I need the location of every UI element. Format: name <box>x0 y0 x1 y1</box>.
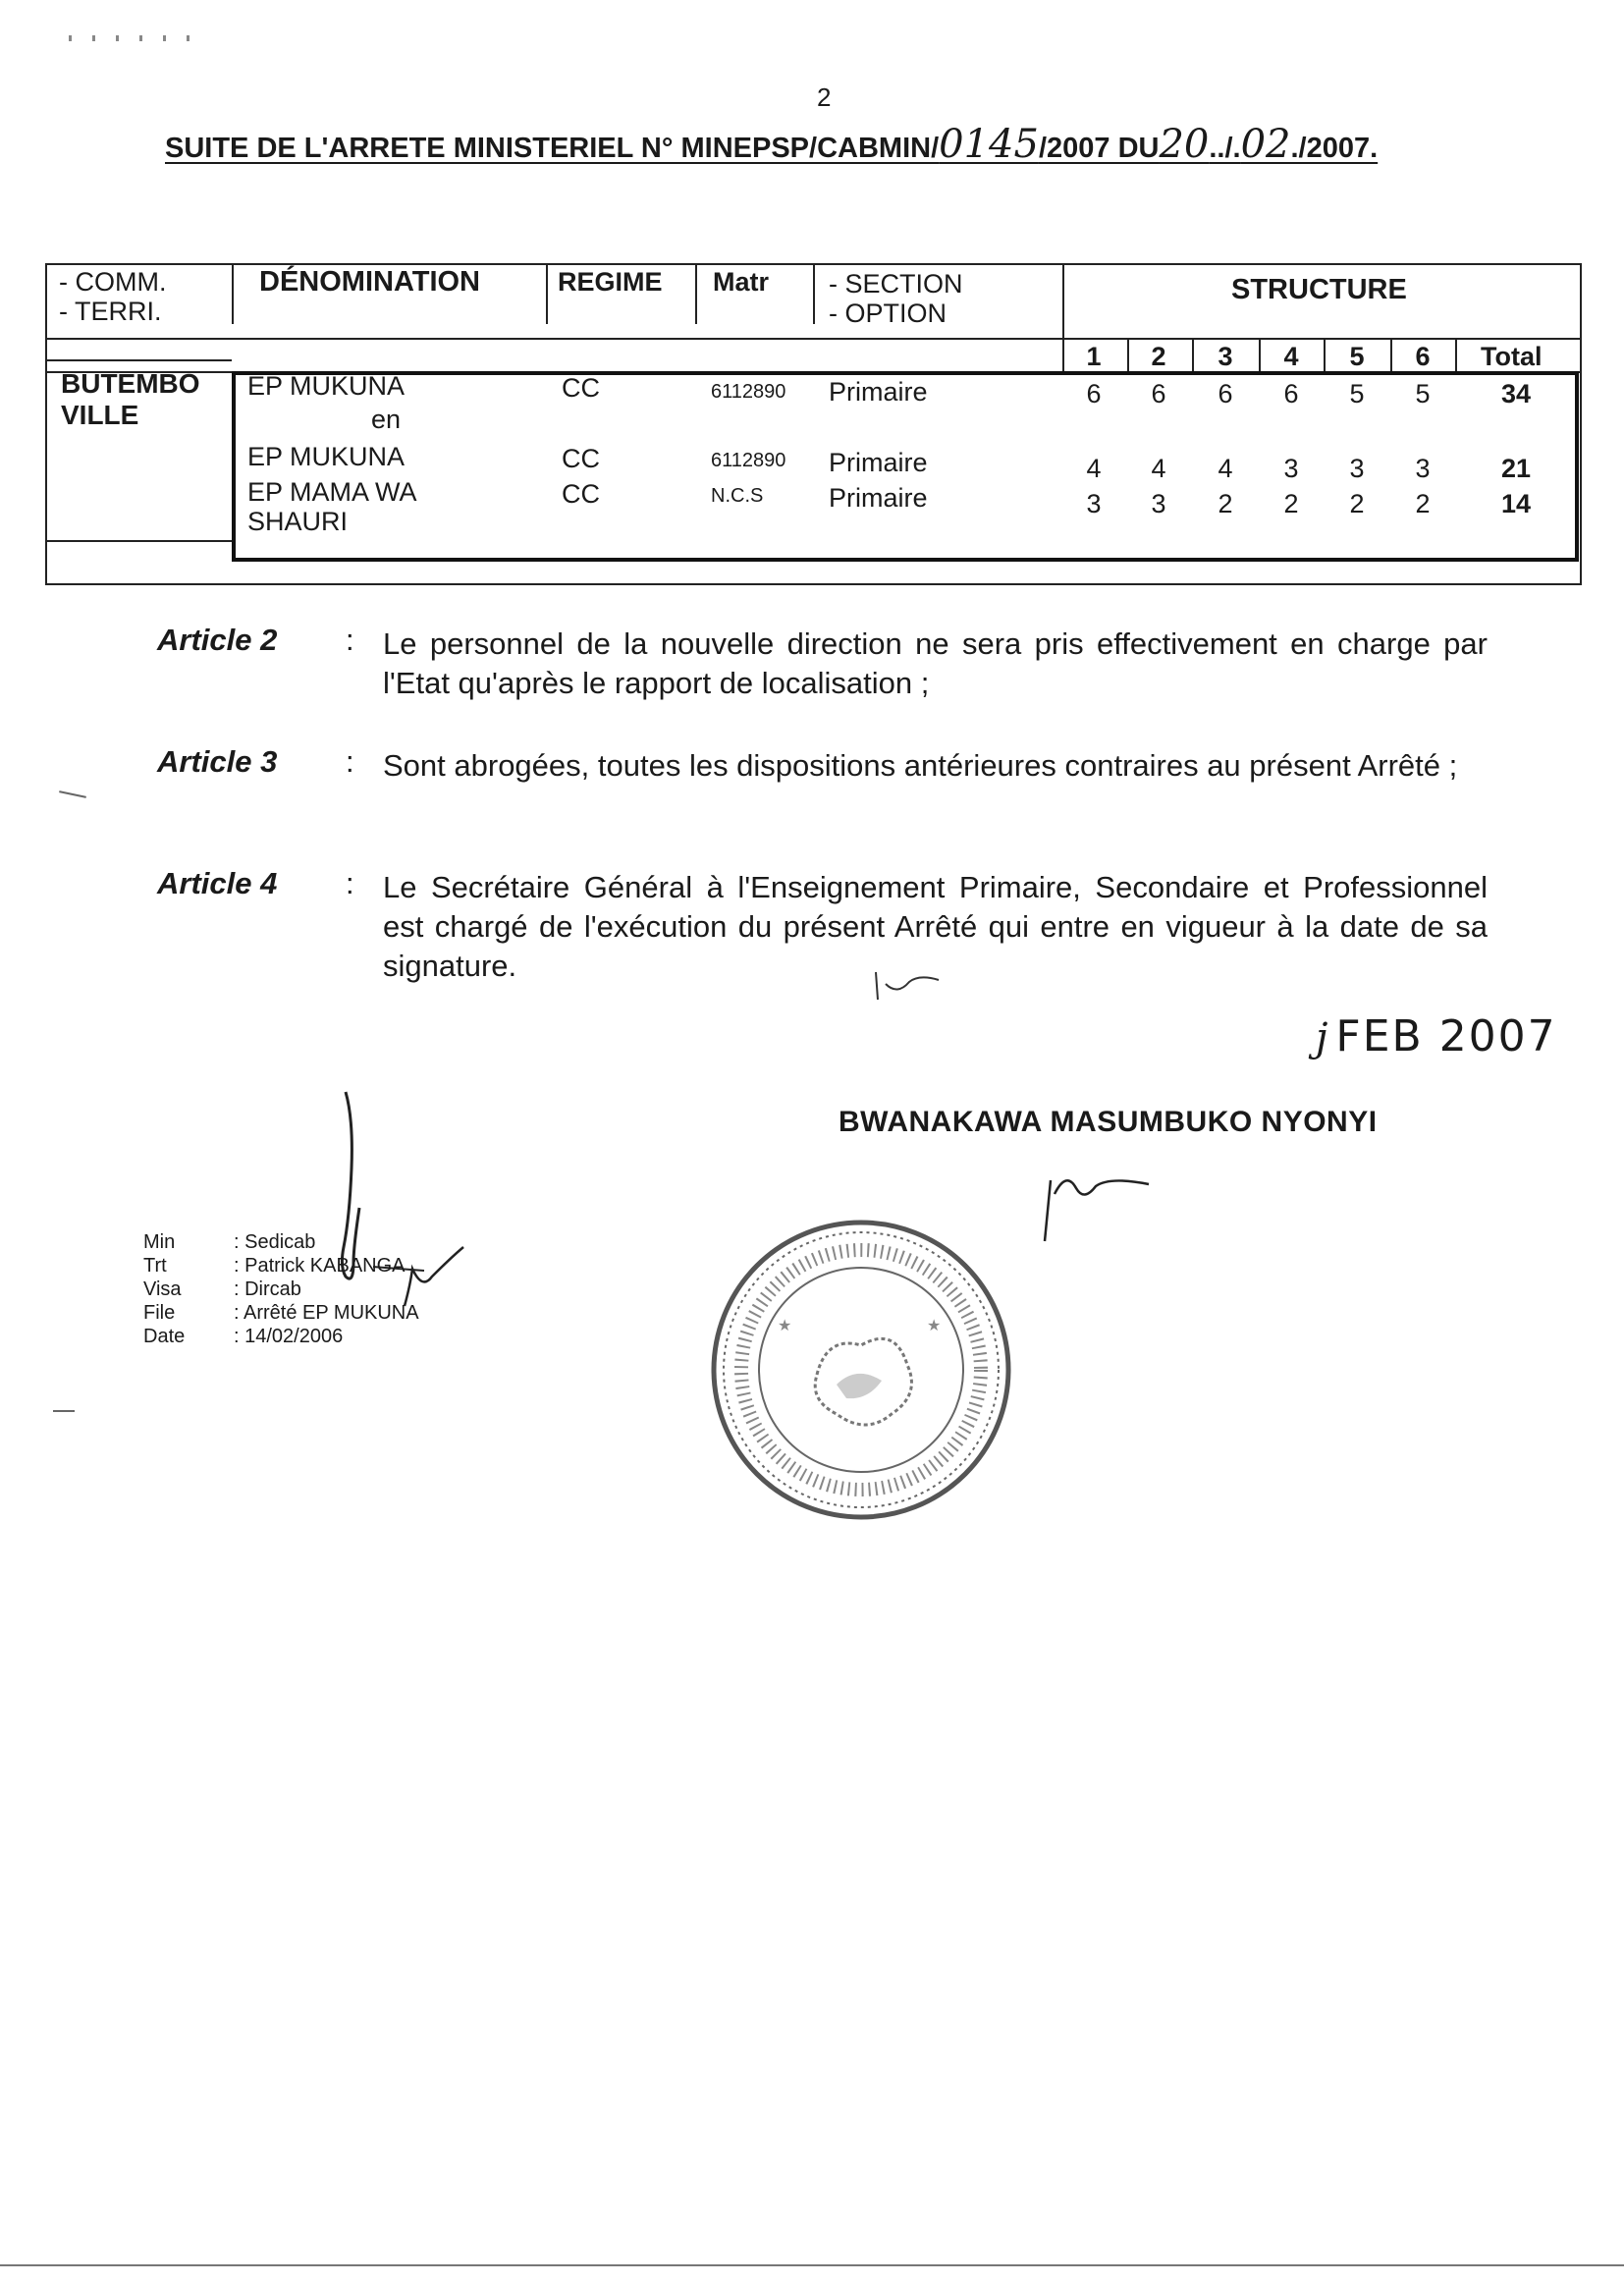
header-rule <box>45 338 1582 340</box>
footer-value: : Dircab <box>234 1278 301 1300</box>
row-total: 14 <box>1500 489 1532 518</box>
row-section: Primaire <box>829 483 928 513</box>
sub-col-sep <box>1127 340 1129 373</box>
article-text: Sont abrogées, toutes les dispositions antérieures contraires au présent Arrêté ; <box>383 748 1458 783</box>
header-structure: STRUCTURE <box>1231 274 1407 305</box>
table-left-border <box>45 263 47 585</box>
article-label: Article 2 <box>157 623 278 657</box>
col-sep <box>813 263 815 324</box>
initial-signature <box>295 1080 491 1316</box>
row-class-value: 2 <box>1415 489 1431 518</box>
class-header: 3 <box>1218 342 1233 371</box>
location-line1: BUTEMBO <box>61 368 200 399</box>
handwritten-day-mark: j <box>1316 1015 1330 1060</box>
article-label: Article 3 <box>157 744 278 779</box>
row-matr: 6112890 <box>711 381 786 403</box>
schools-table <box>45 263 1582 585</box>
left-row-rule <box>45 540 234 542</box>
row-class-value: 5 <box>1349 379 1365 408</box>
sub-col-sep <box>1455 340 1457 373</box>
row-regime: CC <box>562 444 600 473</box>
row-name: EP MUKUNA <box>247 442 406 471</box>
row-class-value: 4 <box>1086 454 1102 483</box>
row-matr: 6112890 <box>711 450 786 471</box>
row-matr: N.C.S <box>711 485 764 507</box>
class-header: 5 <box>1349 342 1365 371</box>
date-stamp-text: FEB 2007 <box>1335 1011 1557 1061</box>
article-colon: : <box>346 623 354 657</box>
header-section: - SECTION <box>829 269 963 299</box>
footer-label: Date <box>143 1326 186 1347</box>
header-matr: Matr <box>713 267 770 297</box>
decree-day-handwritten: 20 <box>1159 122 1210 167</box>
row-regime: CC <box>562 479 600 509</box>
header-mid: /2007 DU <box>1038 133 1160 164</box>
table-bottom-border <box>45 583 1582 585</box>
decree-header <box>165 122 1378 167</box>
header-rule-left <box>45 359 232 361</box>
row-class-value: 3 <box>1349 454 1365 483</box>
footer-value: : Arrêté EP MUKUNA <box>234 1302 419 1324</box>
row-regime: CC <box>562 373 600 403</box>
row-name: EP MUKUNA <box>247 371 406 401</box>
table-right-border <box>1580 263 1582 585</box>
scan-mark <box>59 790 86 798</box>
row-total: 34 <box>1500 379 1532 408</box>
footer-label: Visa <box>143 1278 182 1300</box>
row-class-value: 2 <box>1283 489 1299 518</box>
article-colon: : <box>346 744 354 779</box>
scan-mark <box>53 1410 75 1412</box>
article-label: Article 4 <box>157 866 278 900</box>
row-class-value: 3 <box>1151 489 1166 518</box>
class-header: 2 <box>1151 342 1166 371</box>
svg-text:★: ★ <box>778 1316 792 1334</box>
svg-text:★: ★ <box>927 1316 942 1334</box>
footer-value: : Patrick KABANGA <box>234 1255 406 1277</box>
row-class-value: 3 <box>1415 454 1431 483</box>
initials-mark <box>864 962 952 1011</box>
footer-label: Min <box>143 1231 176 1253</box>
header-terri: - TERRI. <box>59 297 162 326</box>
col-sep <box>1062 263 1064 371</box>
row-name: EP MAMA WA <box>247 477 417 507</box>
scan-mark <box>69 35 206 41</box>
col-sep <box>695 263 697 324</box>
footer-value: : Sedicab <box>234 1231 316 1253</box>
footer-value: : 14/02/2006 <box>234 1326 344 1347</box>
row-class-value: 4 <box>1151 454 1166 483</box>
class-header: 1 <box>1086 342 1102 371</box>
date-stamp <box>1316 1011 1557 1061</box>
col-sep <box>232 263 234 324</box>
article-text: Le personnel de la nouvelle direction ne sera pris effectivement en charge par l'Etat qu'après le rapport de localisation ; <box>383 626 1488 700</box>
row-class-value: 6 <box>1086 379 1102 408</box>
row-section: Primaire <box>829 377 928 407</box>
decree-month-handwritten: 02 <box>1240 122 1291 167</box>
class-header: 6 <box>1415 342 1431 371</box>
header-suffix: ./2007. <box>1290 133 1379 164</box>
row-class-value: 5 <box>1415 379 1431 408</box>
sub-col-sep <box>1259 340 1261 373</box>
row-class-value: 6 <box>1151 379 1166 408</box>
decree-number-handwritten: 0145 <box>939 122 1039 167</box>
signatory-name: BWANAKAWA MASUMBUKO NYONYI <box>839 1106 1378 1138</box>
class-header: 4 <box>1283 342 1299 371</box>
row-class-value: 3 <box>1086 489 1102 518</box>
header-denomination: DÉNOMINATION <box>259 266 481 298</box>
row-class-value: 4 <box>1218 454 1233 483</box>
sub-col-sep <box>1324 340 1326 373</box>
official-seal <box>699 1208 1023 1532</box>
row-class-value: 2 <box>1349 489 1365 518</box>
sub-col-sep <box>1390 340 1392 373</box>
header-option: - OPTION <box>829 299 947 328</box>
row-total: 21 <box>1500 454 1532 483</box>
header-regime: REGIME <box>558 267 663 297</box>
footer-label: Trt <box>143 1255 167 1277</box>
total-header: Total <box>1481 342 1543 371</box>
minister-signature <box>1031 1159 1159 1247</box>
location-line2: VILLE <box>61 400 139 430</box>
page-number: 2 <box>817 82 832 112</box>
row-class-value: 6 <box>1283 379 1299 408</box>
header-sep: ../. <box>1209 133 1241 164</box>
sub-col-sep <box>1192 340 1194 373</box>
row-name-cont: SHAURI <box>247 507 349 536</box>
footer-label: File <box>143 1302 176 1324</box>
row-class-value: 3 <box>1283 454 1299 483</box>
row-connector: en <box>371 405 402 434</box>
row-class-value: 2 <box>1218 489 1233 518</box>
article-colon: : <box>346 866 354 900</box>
bottom-rule <box>0 2264 1624 2266</box>
col-sep <box>546 263 548 324</box>
header-prefix: SUITE DE L'ARRETE MINISTERIEL N° MINEPSP/CABMIN/ <box>165 133 940 164</box>
row-class-value: 6 <box>1218 379 1233 408</box>
header-comm: - COMM. <box>59 267 167 297</box>
row-section: Primaire <box>829 448 928 477</box>
article-text: Le Secrétaire Général à l'Enseignement Primaire, Secondaire et Professionnel est chargé de l'exécution du présent Arrêté qui entre en vigueur à la date de sa signature. <box>383 870 1488 983</box>
